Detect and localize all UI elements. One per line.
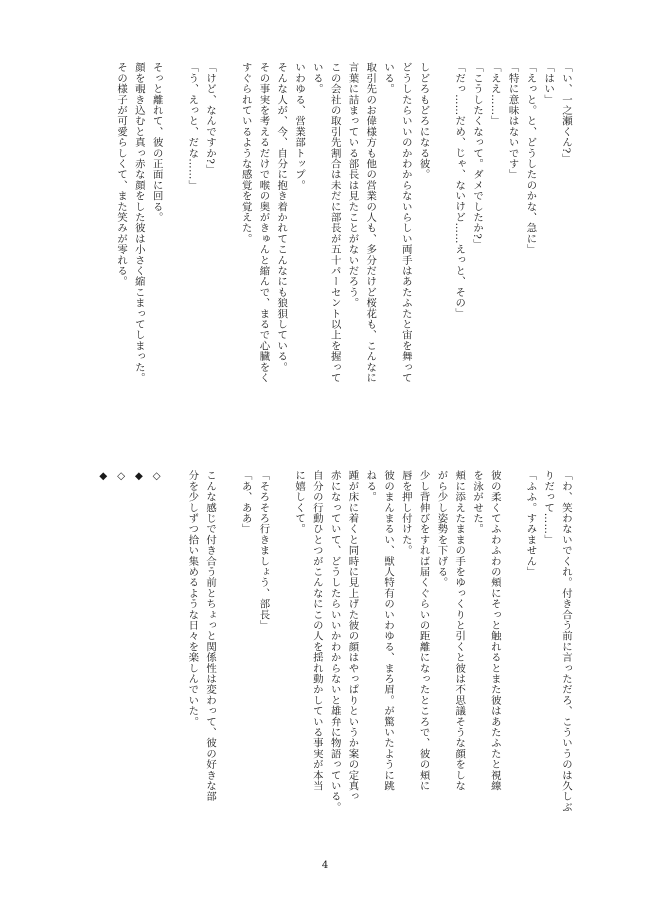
- text-line: 「えっと。と、どうしたのかな、急に」: [524, 62, 537, 255]
- text-line: ◇: [150, 470, 163, 483]
- text-line: 「そろそろ行きましょう、部長」: [257, 470, 270, 631]
- blank-line: [271, 470, 289, 850]
- blank-line: [165, 470, 183, 850]
- text-line: いる。: [310, 62, 323, 95]
- text-line: 分を少しずつ拾い集めるような日々を楽しんでいた。: [186, 470, 199, 727]
- text-line: こんな感じで付き合う前とちょっと関係性は変わって、彼の好きな部: [204, 470, 217, 802]
- text-line: その事実を考えるだけで喉の奥がきゅんと縮んで、まるで心臓をく: [257, 62, 270, 383]
- text-line: 唇を押し付けた。: [399, 470, 412, 556]
- text-line: りだって……」: [542, 470, 555, 545]
- text-line: 「う、えっと、だな……」: [186, 62, 199, 191]
- text-line: に嬉しくて。: [293, 470, 306, 535]
- text-line: がら少し姿勢を下げる。: [435, 470, 448, 588]
- text-line: 取引先のお偉様方も他の営業の人も、多分だけど桜花も、こんなに: [364, 62, 377, 383]
- text-line: 赤になっていて、どうしたらいいかわからないと雄弁に物語っている。: [328, 470, 341, 813]
- text-line: 「はい」: [542, 62, 555, 105]
- blank-line: [165, 62, 183, 442]
- text-line: ねる。: [364, 470, 377, 503]
- text-line: 少し背伸びをすれば届くぐらいの距離になったところで、彼の頬に: [417, 470, 430, 791]
- text-line: いわゆる、営業部トップ。: [293, 62, 306, 191]
- text-line: を泳がせた。: [471, 470, 484, 535]
- page-number: 4: [321, 860, 329, 871]
- text-line: 言葉に詰まっている部長は見たことがないだろう。: [346, 62, 359, 309]
- text-line: 「けど、なんですか?」: [204, 62, 217, 175]
- text-line: 「ふふ。すみません」: [524, 470, 537, 577]
- text-line: この会社の取引先割合は未だに部長が五十パーセント以上を握って: [328, 62, 341, 383]
- text-line: しどろもどろになる彼。: [417, 62, 430, 180]
- text-line: 顔を覗き込むと真っ赤な顔をした彼は小さく縮こまってしまった。: [132, 62, 145, 383]
- text-line: 彼のまんまるい、獣人特有のいわゆる、まろ眉。が驚いたように跳: [382, 470, 395, 791]
- blank-line: [503, 470, 521, 850]
- text-line: そっと離れて、彼の正面に回る。: [150, 62, 163, 223]
- text-line: 「特に意味はないです」: [506, 62, 519, 180]
- text-line: 「こうしたくなって。ダメでしたか?」: [471, 62, 484, 250]
- text-line: 「い、一之瀬くん?」: [560, 62, 572, 165]
- text-line: ◆: [97, 470, 110, 483]
- text-line: ◇: [115, 470, 128, 483]
- text-line: 頬に添えたままの手をゆっくりと引くと彼は不思議そうな顔をしな: [453, 470, 466, 791]
- text-line: 「ええ……」: [488, 62, 501, 127]
- text-line: 「だっ……だめ、じゃ、ないけど……えっと、その」: [453, 62, 466, 319]
- text-line: 「あ、ああ」: [239, 470, 252, 535]
- text-line: そんな人が、今、自分に抱き着かれてこんなにも狼狽している。: [275, 62, 288, 373]
- text-line: 「わ、笑わないでくれ。付き合う前に言っただろ、こういうのは久しぶ: [560, 470, 572, 813]
- lower-text-block: [93, 470, 574, 850]
- text-line: どうしたらいいのかわからないらしい両手はあたふたと宙を舞って: [399, 62, 412, 383]
- upper-text-block: [111, 62, 574, 442]
- text-line: いる。: [382, 62, 395, 95]
- text-line: すぐられているような感覚を覚えた。: [239, 62, 252, 244]
- text-line: 彼の柔くてふわふわの頬にそっと触れるとまた彼はあたふたと視線: [488, 470, 501, 791]
- text-line: 自分の行動ひとつがこんなにこの人を揺れ動かしている事実が本当: [310, 470, 323, 791]
- blank-line: [218, 470, 236, 850]
- blank-line: [432, 62, 450, 442]
- text-line: ◆: [132, 470, 145, 483]
- text-line: その様子が可愛らしくて、また笑みが零れる。: [115, 62, 128, 287]
- blank-line: [218, 62, 236, 442]
- text-line: 踵が床に着くと同時に見上げた彼の顔はやっぱりというか案の定真っ: [346, 470, 359, 802]
